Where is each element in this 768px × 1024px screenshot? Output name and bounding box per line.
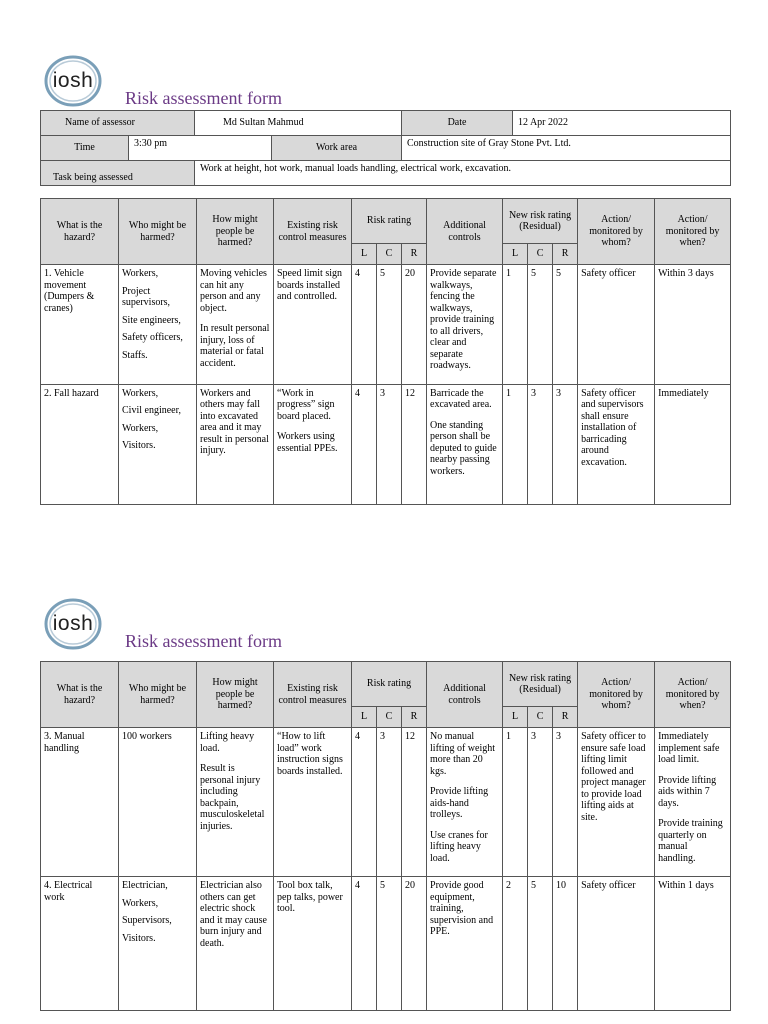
action-when-cell [655,877,731,1011]
date-value: 12 Apr 2022 [513,111,731,136]
header-additional: Additional controls [427,199,503,265]
who-line: Workers, [122,268,159,279]
additional-line: Barricade the excavated area. [430,387,492,410]
action-whom-cell [578,728,655,877]
header-existing: Existing risk control measures [274,199,352,265]
new-risk-r-cell: 3 [553,384,578,504]
action-when-cell [655,265,731,385]
who-line: Safety officers, [122,332,183,343]
new-risk-r-cell: 10 [553,877,578,1011]
who-line: Visitors. [122,440,156,451]
header-new-c: C [528,244,553,265]
action-when-cell [655,384,731,504]
additional-line: Use cranes for lifting heavy load. [430,829,488,864]
who-cell [119,877,197,1011]
header-new-risk: New risk rating (Residual) [503,199,578,244]
additional-cell [427,877,503,1011]
table-row [41,877,731,1011]
header-who: Who might be harmed? [119,662,197,728]
new-risk-c-cell: 5 [528,877,553,1011]
new-risk-c-cell: 3 [528,384,553,504]
risk-table-2 [40,661,731,1011]
how-cell [197,728,274,877]
date-label: Date [402,111,513,136]
risk-r-cell: 20 [402,265,427,385]
new-risk-c-cell: 3 [528,728,553,877]
time-value: 3:30 pm [129,136,272,161]
who-line: Supervisors, [122,915,172,926]
how-line: Workers and others may fall into excavated area and it may result in personal injury. [200,387,269,456]
action-whom-line: Safety officer to ensure safe load lifting limit followed and project manager to provide load lifting aids at site. [581,731,646,823]
header-r: R [402,707,427,728]
header-c: C [377,707,402,728]
header-hazard: What is the hazard? [41,662,119,728]
additional-line: One standing person shall be deputed to guide nearby passing workers. [430,419,497,477]
who-line: Site engineers, [122,314,181,326]
assessor-value: Md Sultan Mahmud [195,111,402,136]
action-whom-line: Safety officer [581,880,636,891]
table-row [41,265,731,385]
new-risk-r-cell: 5 [553,265,578,385]
additional-cell [427,728,503,877]
who-line: 100 workers [122,731,172,742]
hazard-cell: 2. Fall hazard [41,384,119,504]
assessment-info-table [40,110,731,186]
new-risk-l-cell: 2 [503,877,528,1011]
header-new-r: R [553,707,578,728]
who-cell [119,384,197,504]
risk-table-1 [40,198,731,505]
how-cell [197,265,274,385]
existing-cell [274,384,352,504]
risk-r-cell: 20 [402,877,427,1011]
who-line: Electrician, [122,880,168,891]
risk-c-cell: 3 [377,384,402,504]
action-whom-line: Safety officer [581,268,636,279]
iosh-logo-2 [44,598,102,650]
header-new-c: C [528,707,553,728]
header-hazard: What is the hazard? [41,199,119,265]
action-when-line: Provide training quarterly on manual handling. [658,818,723,864]
existing-line: Workers using essential PPEs. [277,431,338,454]
risk-r-cell: 12 [402,728,427,877]
action-when-line: Immediately [658,387,709,399]
who-line: Staffs. [122,349,148,361]
new-risk-r-cell: 3 [553,728,578,877]
risk-l-cell: 4 [352,384,377,504]
risk-r-cell: 12 [402,384,427,504]
action-whom-line: Safety officer and supervisors shall ensure installation of barricading around excavation. [581,387,644,468]
hazard-cell: 1. Vehicle movement (Dumpers & cranes) [41,265,119,385]
header-l: L [352,244,377,265]
risk-l-cell: 4 [352,728,377,877]
action-when-line: Immediately implement safe load limit. [658,731,720,765]
risk-c-cell: 5 [377,877,402,1011]
how-line: Moving vehicles can hit any person and any object. [200,268,267,314]
iosh-logo [44,55,102,107]
who-line: Visitors. [122,932,156,944]
header-new-l: L [503,707,528,728]
risk-c-cell: 5 [377,265,402,385]
existing-cell [274,728,352,877]
action-whom-cell [578,384,655,504]
header-how: How might people be harmed? [197,199,274,265]
action-when-line: Within 3 days [658,268,714,279]
who-line: Civil engineer, [122,405,182,416]
how-line: Result is personal injury including backpain, musculoskeletal injuries. [200,763,265,832]
new-risk-c-cell: 5 [528,265,553,385]
how-cell [197,384,274,504]
who-line: Workers, [122,897,159,909]
hazard-cell: 4. Electrical work [41,877,119,1011]
how-line: Lifting heavy load. [200,731,255,754]
additional-cell [427,265,503,385]
header-risk-rating: Risk rating [352,662,427,707]
who-cell [119,728,197,877]
header-action-when: Action/ monitored by when? [655,662,731,728]
new-risk-l-cell: 1 [503,384,528,504]
additional-line: Provide good equipment, training, supervision and PPE. [430,880,494,937]
form-title: Risk assessment form [125,88,282,108]
who-line: Workers, [122,422,159,434]
header-risk-rating: Risk rating [352,199,427,244]
header-who: Who might be harmed? [119,199,197,265]
new-risk-l-cell: 1 [503,728,528,877]
existing-line: “How to lift load” work instruction signs boards installed. [277,731,343,777]
work-area-value: Construction site of Gray Stone Pvt. Ltd. [402,136,731,161]
existing-cell [274,265,352,385]
header-how: How might people be harmed? [197,662,274,728]
hazard-cell: 3. Manual handling [41,728,119,877]
who-line: Workers, [122,387,159,399]
who-cell [119,265,197,385]
additional-line: No manual lifting of weight more than 20 kgs. [430,731,496,777]
header-l: L [352,707,377,728]
risk-l-cell: 4 [352,877,377,1011]
action-when-line: Within 1 days [658,880,714,891]
existing-line: Tool box talk, pep talks, power tool. [277,880,343,914]
how-cell [197,877,274,1011]
table-row [41,384,731,504]
header-additional: Additional controls [427,662,503,728]
action-whom-cell [578,877,655,1011]
header-action-whom: Action/ monitored by whom? [578,199,655,265]
work-area-label: Work area [272,136,402,161]
header-action-when: Action/ monitored by when? [655,199,731,265]
existing-line: “Work in progress” sign board placed. [277,387,335,422]
header-r: R [402,244,427,265]
how-line: In result personal injury, loss of material or fatal accident. [200,323,270,369]
who-line: Project supervisors, [122,285,171,308]
additional-line: Provide lifting aids-hand trolleys. [430,786,489,820]
assessor-label: Name of assessor [41,111,195,136]
logo-text: iosh [52,612,94,635]
header-new-risk: New risk rating (Residual) [503,662,578,707]
new-risk-l-cell: 1 [503,265,528,385]
risk-c-cell: 3 [377,728,402,877]
additional-cell [427,384,503,504]
header-existing: Existing risk control measures [274,662,352,728]
header-c: C [377,244,402,265]
logo-text: iosh [52,69,94,92]
risk-l-cell: 4 [352,265,377,385]
form-title-2: Risk assessment form [125,631,282,651]
how-line: Electrician also others can get electric shock and it may cause burn injury and death. [200,880,267,949]
task-label: Task being assessed [41,161,195,186]
header-action-whom: Action/ monitored by whom? [578,662,655,728]
header-new-l: L [503,244,528,265]
action-when-line: Provide lifting aids within 7 days. [658,774,717,809]
header-new-r: R [553,244,578,265]
time-label: Time [41,136,129,161]
additional-line: Provide separate walkways, fencing the walkways, provide training to all drivers, clear and separate roadways. [430,268,497,371]
action-whom-cell [578,265,655,385]
action-when-cell [655,728,731,877]
table-row [41,728,731,877]
task-value: Work at height, hot work, manual loads handling, electrical work, excavation. [195,161,731,186]
existing-line: Speed limit sign boards installed and controlled. [277,268,342,302]
existing-cell [274,877,352,1011]
